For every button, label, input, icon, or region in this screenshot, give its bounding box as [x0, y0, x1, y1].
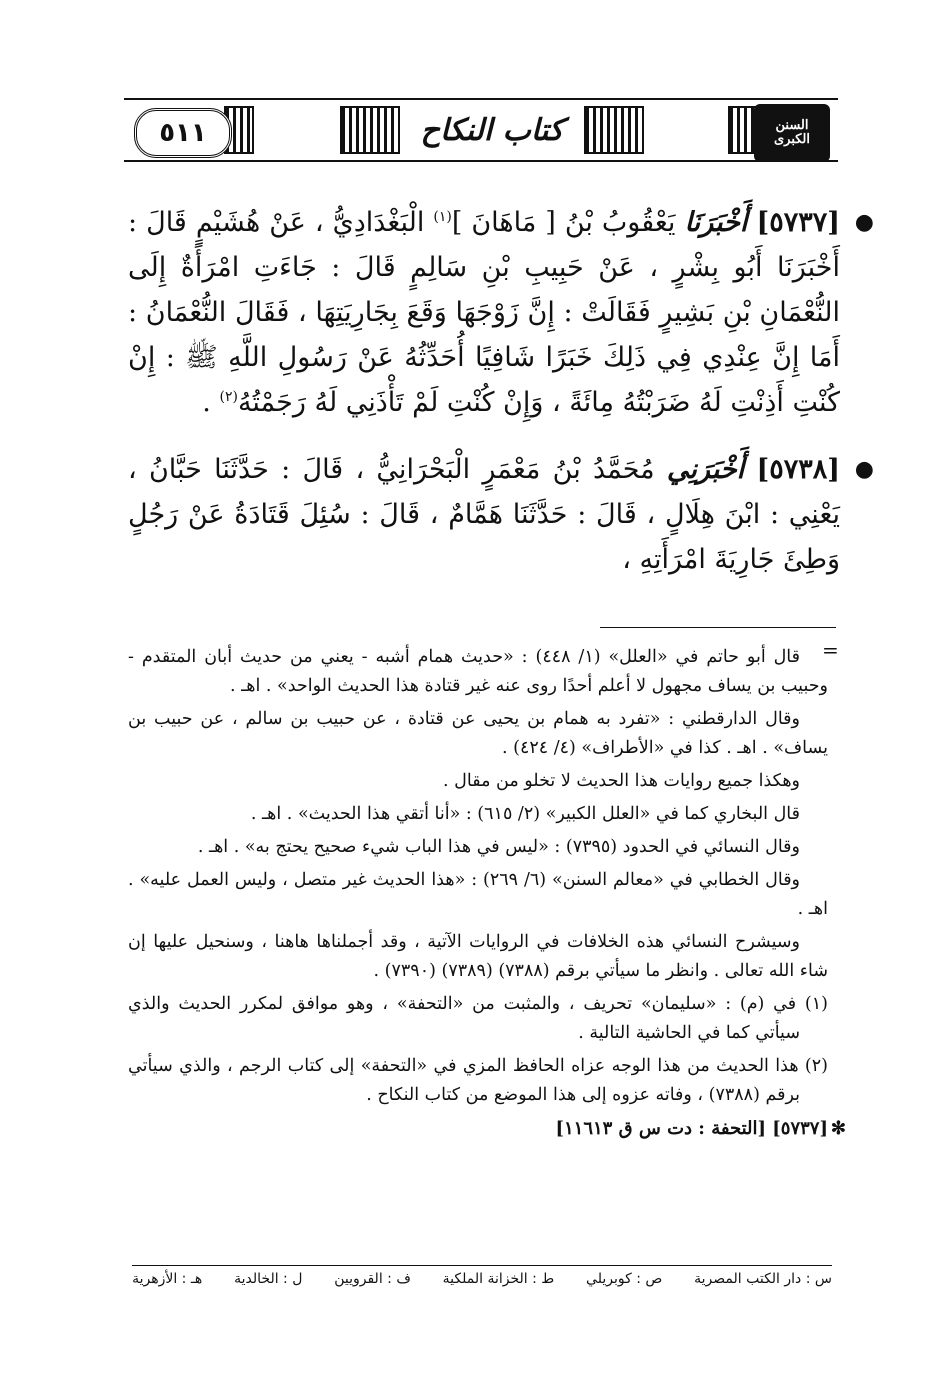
transmission-verb: أَخْبَرَنَا [684, 207, 748, 238]
footnote-2: (٢) هذا الحديث من هذا الوجه عزاه الحافظ المزي في «التحفة» إلى كتاب الرجم ، والذي سيأتي برقم (٧٣٨٨) ، وفاته عزوه إلى هذا الموضع من كتاب النكاح . [128, 1056, 828, 1105]
header-bottom-rule [124, 160, 838, 162]
note-paragraph: وقال الدارقطني : «تفرد به همام بن يحيى عن قتادة ، عن حبيب بن سالم ، عن حبيب بن يساف» . اهـ . كذا في «الأطراف» (٤/ ٤٢٤) . [128, 709, 828, 758]
tuhfa-reference [128, 1114, 846, 1143]
hadith-text: يَعْقُوبُ بْنُ [ مَاهَانَ ] [451, 207, 676, 238]
abbreviation: س : دار الكتب المصرية [694, 1271, 832, 1287]
hadith-text: الْبَغْدَادِيُّ ، عَنْ هُشَيْمٍ قَالَ : أَخْبَرَنَا أَبُو بِشْرٍ ، عَنْ حَبِيبِ بْنِ سَالِمٍ قَالَ : جَاءَتِ امْرَأَةٌ إِلَى النُّعْمَانِ بْنِ بَشِيرٍ فَقَالَتْ : إِنَّ زَوْجَهَا وَقَعَ بِجَارِيَتِهَا ، فَقَالَ النُّعْمَانُ : أَمَا إِنَّ عِنْدِي فِي ذَلِكَ خَبَرًا شَافِيًا أُحَدِّثُهُ عَنْ رَسُولِ اللَّهِ ﷺ : إِنْ كُنْتِ أَذِنْتِ لَهُ ضَرَبْتُهُ مِائَةً ، وَإِنْ كُنْتِ لَمْ تَأْذَنِي لَهُ رَجَمْتُهُ [128, 207, 840, 418]
footnote-ref[interactable]: (٢) [219, 389, 238, 405]
note-paragraph: وسيشرح النسائي هذه الخلافات في الروايات الآتية ، وقد أجملناها هاهنا ، وسنحيل عليها إن شاء الله تعالى . وانظر ما سيأتي برقم (٧٣٨٨) (٧٣٨٩) (٧٣٩٠) . [128, 932, 828, 981]
abbreviation: هـ : الأزهرية [132, 1271, 203, 1287]
page-number: ٥١١ [134, 108, 232, 158]
ornament-mid-right [584, 106, 644, 154]
hadith-number: [٥٧٣٧] [756, 207, 841, 238]
note-paragraph: وقال الخطابي في «معالم السنن» (٦/ ٢٦٩) : «هذا الحديث غير متصل ، وليس العمل عليه» . اهـ . [128, 870, 828, 919]
continuation-mark: = [822, 638, 839, 662]
tuhfa-text: [٥٧٣٧] [التحفة : دت س ق ١١٦١٣] [555, 1118, 828, 1139]
hadith-5738 [128, 447, 874, 582]
footnote-divider [600, 627, 836, 628]
abbreviation: ل : الخالدية [234, 1271, 303, 1287]
abbreviation: ف : القرويين [334, 1271, 411, 1287]
hadith-number: [٥٧٣٨] [756, 454, 841, 485]
abbreviation: ص : كوبريلي [586, 1271, 663, 1287]
bullet-icon: ● [854, 457, 874, 482]
footnote-1: (١) في (م) : «سليمان» تحريف ، والمثبت من «التحفة» ، وهو موافق لمكرر الحديث والذي سيأتي كما في الحاشية التالية . [128, 994, 828, 1043]
abbreviation: ط : الخزانة الملكية [442, 1271, 555, 1287]
transmission-verb: أَخْبَرَنِي [666, 454, 745, 485]
book-title: كتاب النكاح [400, 106, 584, 154]
ornament-mid-left [340, 106, 400, 154]
abbreviations-rule [132, 1265, 832, 1266]
header-top-rule [124, 98, 838, 100]
note-paragraph: وهكذا جميع روايات هذا الحديث لا تخلو من مقال . [443, 771, 800, 791]
note-paragraph: قال أبو حاتم في «العلل» (١/ ٤٤٨) : «حديث همام أشبه - يعني من حديث أبان المتقدم - وحبيب بن يساف مجهول لا أعلم أحدًا روى عنه غير قتادة هذا الحديث الواحد» . اهـ . [128, 647, 828, 696]
manuscript-abbreviations [132, 1271, 832, 1287]
hadith-5737 [128, 200, 874, 425]
hadith-end: . [202, 387, 220, 418]
bullet-icon: ● [854, 210, 874, 235]
asterisk-icon: ✻ [830, 1118, 846, 1139]
page-header [124, 98, 838, 162]
footnotes [128, 643, 846, 1147]
note-paragraph: وقال النسائي في الحدود (٧٣٩٥) : «ليس في هذا الباب شيء صحيح يحتج به» . اهـ . [197, 837, 800, 857]
note-paragraph: قال البخاري كما في «العلل الكبير» (٢/ ٦١٥) : «أنا أتقي هذا الحديث» . اهـ . [250, 804, 800, 824]
hadith-text: مُحَمَّدُ بْنُ مَعْمَرٍ الْبَحْرَانِيُّ ، قَالَ : حَدَّثَنَا حَبَّانُ ، يَعْنِي : ابْنَ هِلَالٍ ، قَالَ : حَدَّثَنَا هَمَّامٌ ، قَالَ : سُئِلَ قَتَادَةُ عَنْ رَجُلٍ وَطِئَ جَارِيَةَ امْرَأَتِهِ ، [128, 454, 840, 575]
main-text [128, 200, 874, 604]
series-emblem: السنن الكبرى [754, 104, 830, 162]
footnote-ref[interactable]: (١) [433, 209, 452, 225]
